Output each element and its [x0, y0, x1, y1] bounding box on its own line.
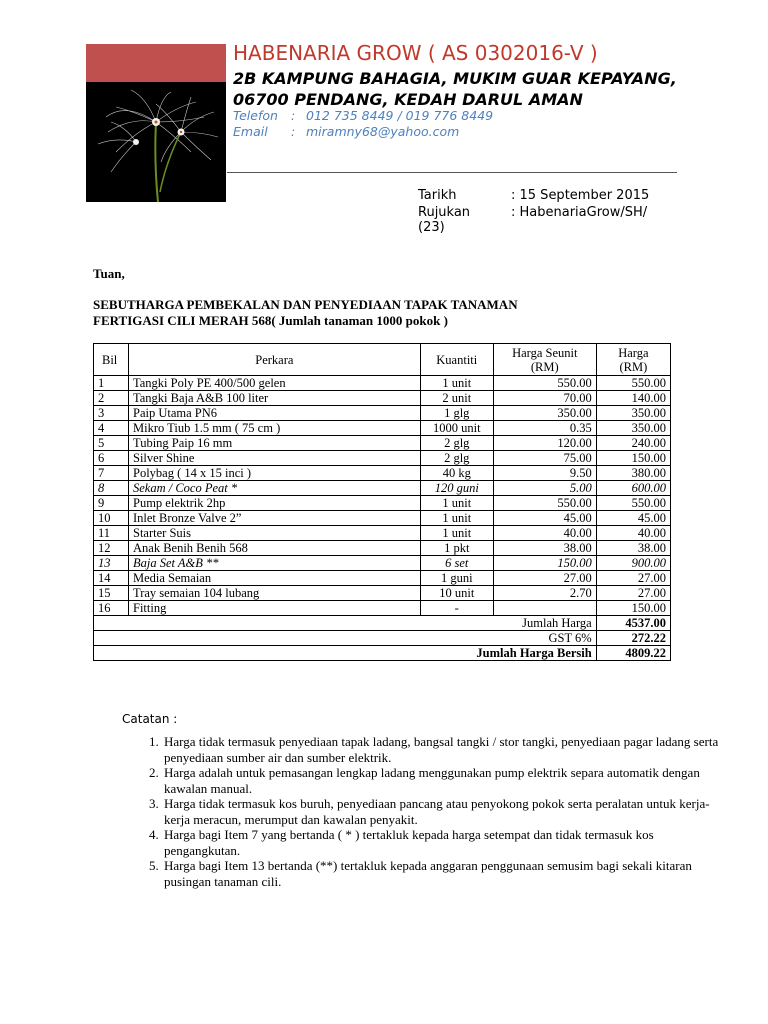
note-item: 4. Harga bagi Item 7 yang bertanda ( * ) tertakluk kepada harga setempat dan tidak termasuk kos pengangkutan. — [162, 827, 722, 858]
cell-bil: 9 — [94, 496, 129, 511]
cell-kuantiti: 1 unit — [420, 526, 493, 541]
cell-kuantiti: 1000 unit — [420, 421, 493, 436]
cell-bil: 10 — [94, 511, 129, 526]
cell-bil: 5 — [94, 436, 129, 451]
date-line — [418, 188, 649, 203]
cell-kuantiti: 2 glg — [420, 436, 493, 451]
notes-label: Catatan : — [122, 712, 178, 726]
cell-kuantiti: - — [420, 601, 493, 616]
cell-kuantiti: 120 guni — [420, 481, 493, 496]
net-total-row — [94, 646, 671, 661]
table-row — [94, 406, 671, 421]
table-row — [94, 526, 671, 541]
cell-harga-seunit: 2.70 — [493, 586, 596, 601]
header-divider — [227, 172, 677, 173]
table-body — [94, 376, 671, 616]
note-item: 3. Harga tidak termasuk kos buruh, penyediaan pancang atau penyokong pokok serta peralatan untuk kerja-kerja meracun, merumput dan kawalan penyakit. — [162, 796, 722, 827]
cell-perkara: Mikro Tiub 1.5 mm ( 75 cm ) — [129, 421, 421, 436]
notes-list — [120, 734, 722, 889]
table-row — [94, 451, 671, 466]
email-line — [233, 124, 459, 139]
cell-perkara: Starter Suis — [129, 526, 421, 541]
cell-bil: 16 — [94, 601, 129, 616]
cell-harga-seunit: 9.50 — [493, 466, 596, 481]
table-row — [94, 511, 671, 526]
logo-flower-image — [86, 82, 226, 202]
header-harga-seunit — [493, 344, 596, 376]
cell-perkara: Fitting — [129, 601, 421, 616]
cell-bil: 8 — [94, 481, 129, 496]
table-row — [94, 421, 671, 436]
gst-value: 272.22 — [596, 631, 670, 646]
cell-bil: 15 — [94, 586, 129, 601]
cell-harga: 550.00 — [596, 376, 670, 391]
cell-perkara: Tray semaian 104 lubang — [129, 586, 421, 601]
quotation-table — [93, 343, 671, 661]
cell-kuantiti: 2 glg — [420, 451, 493, 466]
cell-harga: 38.00 — [596, 541, 670, 556]
email-separator: : — [291, 124, 296, 139]
gst-row — [94, 631, 671, 646]
header-kuantiti: Kuantiti — [420, 344, 493, 376]
cell-harga-seunit: 120.00 — [493, 436, 596, 451]
phone-number[interactable]: 012 735 8449 / 019 776 8449 — [306, 108, 494, 123]
cell-harga-seunit: 550.00 — [493, 496, 596, 511]
phone-separator: : — [291, 108, 296, 123]
cell-perkara: Paip Utama PN6 — [129, 406, 421, 421]
subject-line-1: SEBUTHARGA PEMBEKALAN DAN PENYEDIAAN TAPAK TANAMAN — [93, 297, 518, 312]
company-name: HABENARIA GROW ( AS 0302016-V ) — [233, 41, 598, 65]
cell-kuantiti: 1 unit — [420, 511, 493, 526]
cell-harga-seunit: 38.00 — [493, 541, 596, 556]
header-bil: Bil — [94, 344, 129, 376]
cell-kuantiti: 1 unit — [420, 376, 493, 391]
cell-perkara: Tangki Poly PE 400/500 gelen — [129, 376, 421, 391]
cell-harga: 27.00 — [596, 586, 670, 601]
table-row — [94, 391, 671, 406]
cell-kuantiti: 10 unit — [420, 586, 493, 601]
cell-harga: 900.00 — [596, 556, 670, 571]
note-item: 5. Harga bagi Item 13 bertanda (**) tertakluk kepada anggaran penggunaan semusim bagi sekali kitaran pusingan tanaman cili. — [162, 858, 722, 889]
header-harga-unit: (RM) — [619, 359, 648, 374]
phone-label: Telefon — [233, 108, 278, 123]
gst-label: GST 6% — [94, 631, 597, 646]
cell-perkara: Sekam / Coco Peat * — [129, 481, 421, 496]
cell-kuantiti: 6 set — [420, 556, 493, 571]
table-totals — [94, 616, 671, 661]
header-perkara: Perkara — [129, 344, 421, 376]
cell-kuantiti: 1 guni — [420, 571, 493, 586]
cell-perkara: Baja Set A&B ** — [129, 556, 421, 571]
cell-bil: 14 — [94, 571, 129, 586]
cell-harga-seunit: 350.00 — [493, 406, 596, 421]
cell-perkara: Tangki Baja A&B 100 liter — [129, 391, 421, 406]
cell-bil: 2 — [94, 391, 129, 406]
cell-harga-seunit: 150.00 — [493, 556, 596, 571]
date-value: : 15 September 2015 — [511, 188, 650, 203]
cell-perkara: Polybag ( 14 x 15 inci ) — [129, 466, 421, 481]
cell-harga: 40.00 — [596, 526, 670, 541]
cell-harga-seunit: 40.00 — [493, 526, 596, 541]
cell-harga: 150.00 — [596, 601, 670, 616]
cell-harga: 140.00 — [596, 391, 670, 406]
cell-harga: 27.00 — [596, 571, 670, 586]
cell-perkara: Pump elektrik 2hp — [129, 496, 421, 511]
cell-kuantiti: 40 kg — [420, 466, 493, 481]
subject-line-2: FERTIGASI CILI MERAH 568( Jumlah tanaman 1000 pokok ) — [93, 313, 448, 328]
date-label: Tarikh — [418, 188, 457, 203]
ref-label: Rujukan — [418, 205, 471, 220]
cell-kuantiti: 1 glg — [420, 406, 493, 421]
logo-banner — [86, 44, 226, 82]
salutation: Tuan, — [93, 266, 125, 281]
table-row — [94, 481, 671, 496]
cell-harga-seunit: 550.00 — [493, 376, 596, 391]
cell-harga-seunit: 75.00 — [493, 451, 596, 466]
email-address[interactable]: miramny68@yahoo.com — [306, 124, 460, 139]
cell-harga: 550.00 — [596, 496, 670, 511]
email-label: Email — [233, 124, 268, 139]
cell-bil: 4 — [94, 421, 129, 436]
cell-bil: 13 — [94, 556, 129, 571]
cell-bil: 11 — [94, 526, 129, 541]
cell-perkara: Anak Benih Benih 568 — [129, 541, 421, 556]
header-seunit-text: Harga Seunit — [512, 345, 578, 360]
table-row — [94, 556, 671, 571]
header-harga-text: Harga — [618, 345, 649, 360]
cell-bil: 1 — [94, 376, 129, 391]
address-line-2: 06700 PENDANG, KEDAH DARUL AMAN — [233, 90, 583, 109]
cell-harga-seunit: 70.00 — [493, 391, 596, 406]
note-item: 2. Harga adalah untuk pemasangan lengkap ladang menggunakan pump elektrik separa automatik dengan kawalan manual. — [162, 765, 722, 796]
ref-value: : HabenariaGrow/SH/ — [511, 205, 648, 220]
cell-harga: 600.00 — [596, 481, 670, 496]
cell-bil: 6 — [94, 451, 129, 466]
header-seunit-unit: (RM) — [530, 359, 559, 374]
phone-line — [233, 108, 493, 123]
cell-bil: 12 — [94, 541, 129, 556]
cell-bil: 3 — [94, 406, 129, 421]
total-row — [94, 616, 671, 631]
cell-kuantiti: 2 unit — [420, 391, 493, 406]
cell-harga: 45.00 — [596, 511, 670, 526]
cell-harga-seunit: 27.00 — [493, 571, 596, 586]
cell-harga: 150.00 — [596, 451, 670, 466]
note-item: 1. Harga tidak termasuk penyediaan tapak ladang, bangsal tangki / stor tangki, penyediaan pagar ladang serta penyediaan sumber air dan sumber elektrik. — [162, 734, 722, 765]
cell-bil: 7 — [94, 466, 129, 481]
cell-perkara: Inlet Bronze Valve 2” — [129, 511, 421, 526]
ref-continuation: (23) — [418, 220, 445, 235]
cell-perkara: Media Semaian — [129, 571, 421, 586]
table-row — [94, 586, 671, 601]
total-value: 4537.00 — [596, 616, 670, 631]
subject — [93, 297, 518, 329]
cell-harga: 350.00 — [596, 406, 670, 421]
table-header-row — [94, 344, 671, 376]
address-line-1: 2B KAMPUNG BAHAGIA, MUKIM GUAR KEPAYANG, — [233, 69, 677, 88]
cell-harga: 240.00 — [596, 436, 670, 451]
table-row — [94, 436, 671, 451]
cell-perkara: Tubing Paip 16 mm — [129, 436, 421, 451]
ref-line — [418, 205, 647, 220]
cell-harga-seunit: 5.00 — [493, 481, 596, 496]
total-label: Jumlah Harga — [94, 616, 597, 631]
cell-harga-seunit — [493, 601, 596, 616]
cell-perkara: Silver Shine — [129, 451, 421, 466]
cell-harga-seunit: 0.35 — [493, 421, 596, 436]
table-row — [94, 466, 671, 481]
table-row — [94, 571, 671, 586]
table-row — [94, 376, 671, 391]
cell-harga-seunit: 45.00 — [493, 511, 596, 526]
table-row — [94, 496, 671, 511]
net-total-label: Jumlah Harga Bersih — [94, 646, 597, 661]
cell-harga: 350.00 — [596, 421, 670, 436]
cell-kuantiti: 1 pkt — [420, 541, 493, 556]
cell-harga: 380.00 — [596, 466, 670, 481]
table-row — [94, 541, 671, 556]
net-total-value: 4809.22 — [596, 646, 670, 661]
cell-kuantiti: 1 unit — [420, 496, 493, 511]
table-row — [94, 601, 671, 616]
header-harga — [596, 344, 670, 376]
